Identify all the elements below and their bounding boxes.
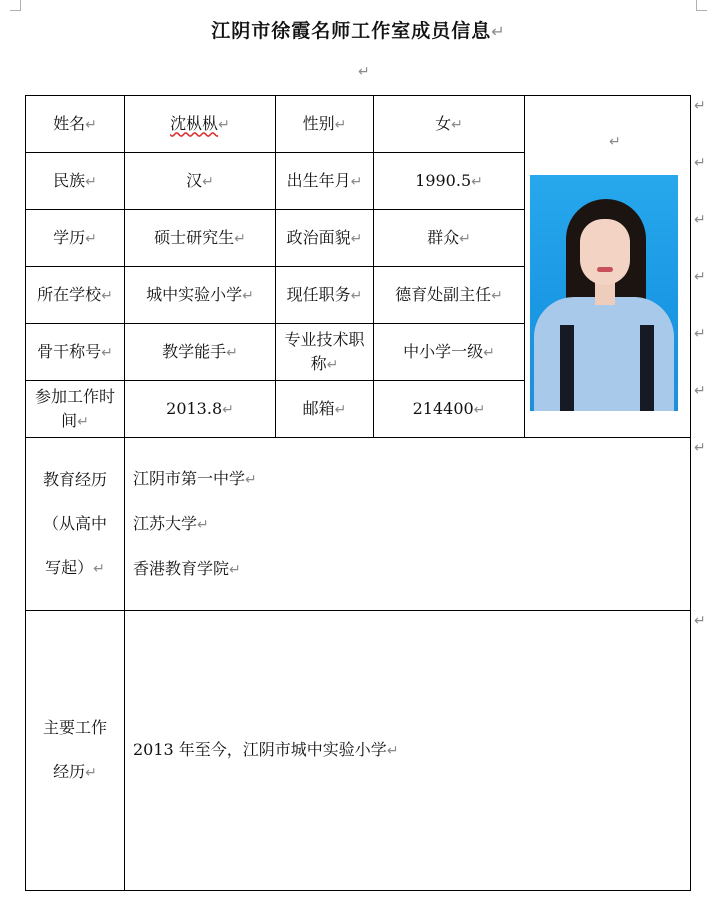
position-label-cell[interactable]: 现任职务↵	[276, 267, 374, 324]
member-info-table	[25, 95, 691, 891]
title-text: 江阴市徐霞名师工作室成员信息	[211, 20, 492, 42]
political-value-cell[interactable]: 群众↵	[374, 210, 525, 267]
ethnicity-label-cell[interactable]: 民族↵	[26, 153, 125, 210]
backbone-label-cell[interactable]: 骨干称号↵	[26, 324, 125, 381]
ethnicity-value-cell[interactable]: 汉↵	[125, 153, 276, 210]
backbone-value-cell[interactable]: 教学能手↵	[125, 324, 276, 381]
margin-corner-top-left	[10, 0, 21, 11]
professional-title-label-cell[interactable]: 专业技术职称↵	[276, 324, 374, 381]
photo-cell[interactable]	[525, 96, 691, 438]
education-label-cell[interactable]: 学历↵	[26, 210, 125, 267]
education-item: 香港教育学院↵	[133, 558, 241, 578]
document-title	[0, 16, 717, 43]
position-value-cell[interactable]: 德育处副主任↵	[374, 267, 525, 324]
postcode-label-cell[interactable]: 邮箱↵	[276, 381, 374, 438]
work-start-label-cell[interactable]: 参加工作时间↵	[26, 381, 125, 438]
gender-label-cell[interactable]: 性别↵	[276, 96, 374, 153]
birth-value-cell[interactable]: 1990.5↵	[374, 153, 525, 210]
education-item: 江苏大学↵	[133, 513, 209, 533]
photo-cell-paragraph-mark: ↵	[609, 134, 621, 150]
name-label-cell[interactable]: 姓名↵	[26, 96, 125, 153]
name-value-cell[interactable]: 沈枞枞↵	[125, 96, 276, 153]
work-item: 2013 年至今，江阴市城中实验小学↵	[133, 740, 399, 759]
margin-corner-top-right	[696, 0, 707, 11]
empty-paragraph-mark: ↵	[358, 64, 370, 80]
id-photo	[530, 175, 678, 411]
school-label-cell[interactable]: 所在学校↵	[26, 267, 125, 324]
education-value-cell[interactable]: 硕士研究生↵	[125, 210, 276, 267]
education-item: 江阴市第一中学↵	[133, 468, 257, 488]
work-history-label-cell[interactable]: 主要工作 经历↵	[26, 611, 125, 891]
school-value-cell[interactable]: 城中实验小学↵	[125, 267, 276, 324]
paragraph-mark: ↵	[491, 22, 506, 41]
gender-value-cell[interactable]: 女↵	[374, 96, 525, 153]
professional-title-value-cell[interactable]: 中小学一级↵	[374, 324, 525, 381]
political-label-cell[interactable]: 政治面貌↵	[276, 210, 374, 267]
postcode-value-cell[interactable]: 214400↵	[374, 381, 525, 438]
birth-label-cell[interactable]: 出生年月↵	[276, 153, 374, 210]
work-history-content-cell[interactable]	[125, 611, 691, 891]
education-history-content-cell[interactable]	[125, 438, 691, 611]
education-history-label-cell[interactable]: 教育经历 （从高中 写起）↵	[26, 438, 125, 611]
work-start-value-cell[interactable]: 2013.8↵	[125, 381, 276, 438]
name-value: 沈枞枞	[170, 113, 219, 133]
